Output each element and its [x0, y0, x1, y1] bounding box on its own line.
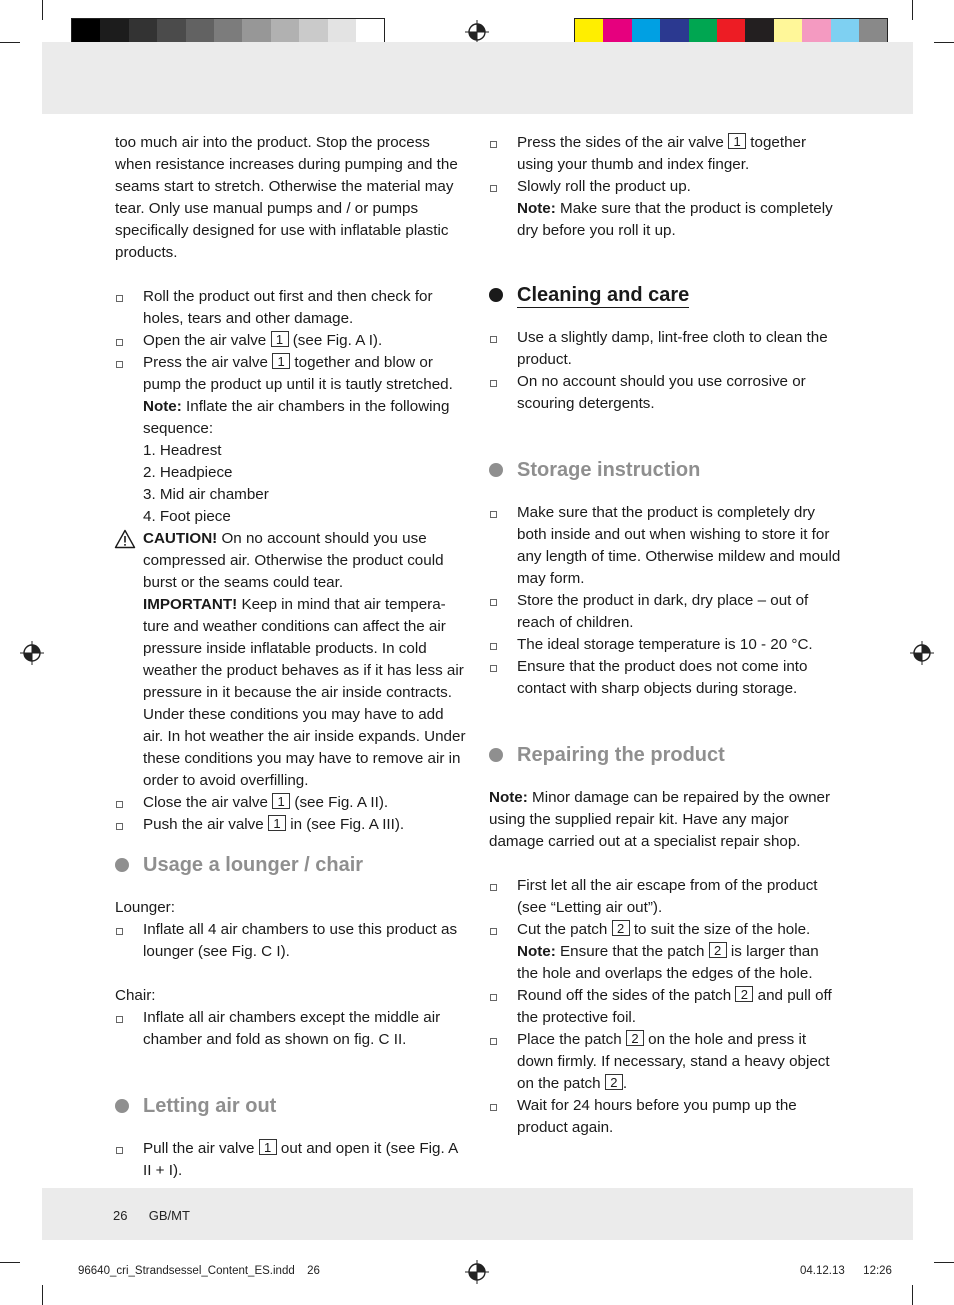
- intro-paragraph: too much air into the product. Stop the process when resistance increases during pumping and the seams start to stretch. Otherwise the material may tear. Only use manual pumps and / or pumps specifically designed for use with inflatable plastic products.: [115, 134, 458, 261]
- checkbox-bullet-icon: [116, 823, 123, 830]
- section-heading: Cleaning and care: [489, 281, 841, 309]
- chair-label: Chair:: [115, 987, 156, 1004]
- note: Note: Inflate the air chambers in the following sequence:: [143, 398, 450, 437]
- page-footer: [113, 1208, 190, 1223]
- list-item: Close the air valve 1 (see Fig. A II).: [115, 792, 467, 814]
- checkbox-bullet-icon: [490, 665, 497, 672]
- section-heading: Letting air out: [115, 1092, 467, 1120]
- registration-mark-icon: [910, 641, 934, 665]
- list-item: Cut the patch 2 to suit the size of the hole.: [489, 919, 841, 941]
- crop-mark: [0, 42, 20, 43]
- checkbox-bullet-icon: [490, 643, 497, 650]
- list-item: Press the air valve 1 together and blow or pump the product up until it is tautly stretched.: [115, 352, 467, 396]
- list-item: Slowly roll the product up.: [489, 176, 841, 198]
- checkbox-bullet-icon: [490, 511, 497, 518]
- list-item: Make sure that the product is completely dry both inside and out when wishing to store it for any length of time. Otherwise mildew and mould may form.: [489, 502, 841, 590]
- list-item: Open the air valve 1 (see Fig. A I).: [115, 330, 467, 352]
- checkbox-bullet-icon: [490, 884, 497, 891]
- print-date: 04.12.13: [800, 1265, 845, 1277]
- part-number-badge: 2: [735, 986, 753, 1002]
- registration-mark-icon: [465, 20, 489, 44]
- file-name: 96640_cri_Strandsessel_Content_ES.indd: [78, 1265, 295, 1277]
- list-item: Push the air valve 1 in (see Fig. A III).: [115, 814, 467, 836]
- list-item: The ideal storage temperature is 10 - 20 °C.: [489, 634, 841, 656]
- list-item: Press the sides of the air valve 1 together using your thumb and index finger.: [489, 132, 841, 176]
- note: Note: Make sure that the product is completely dry before you roll it up.: [517, 200, 833, 239]
- storage-section: [489, 456, 841, 700]
- section-heading: Storage instruction: [489, 456, 841, 484]
- sequence-item: 4. Foot piece: [143, 508, 231, 525]
- sequence-item: 3. Mid air chamber: [143, 486, 269, 503]
- checkbox-bullet-icon: [116, 1016, 123, 1023]
- right-column-top: [489, 132, 841, 242]
- print-time: 12:26: [863, 1265, 892, 1277]
- part-number-badge: 2: [626, 1030, 644, 1046]
- part-number-badge: 1: [259, 1139, 277, 1155]
- list-item: Wait for 24 hours before you pump up the product again.: [489, 1095, 841, 1139]
- cleaning-section: [489, 281, 841, 415]
- registration-mark-icon: [465, 1260, 489, 1284]
- registration-mark-icon: [20, 641, 44, 665]
- note: Note: Ensure that the patch 2 is larger than the hole and overlaps the edges of the hole.: [517, 943, 819, 982]
- part-number-badge: 1: [268, 815, 286, 831]
- locale-code: GB/MT: [148, 1208, 190, 1223]
- important-note: IMPORTANT! Keep in mind that air tempera-ture and weather conditions can affect the air pressure inside inflatable products. In cold weather the product behaves as if it has less air pressure in it because the air inside contracts. Under these conditions you may have to add air. In hot weather the air inside expands. Under these conditions you may have to remove air in order to avoid overfilling.: [143, 596, 466, 789]
- bullet-dot-icon: [489, 748, 503, 762]
- page-number: 26: [113, 1208, 128, 1223]
- list-item: Round off the sides of the patch 2 and pull off the protective foil.: [489, 985, 841, 1029]
- crop-mark: [42, 0, 43, 20]
- slug-line: [78, 1265, 320, 1277]
- slug-timestamp: [800, 1265, 892, 1277]
- crop-mark: [912, 0, 913, 20]
- checkbox-bullet-icon: [490, 1104, 497, 1111]
- repair-note: Note: Minor damage can be repaired by the owner using the supplied repair kit. Have any major damage carried out at a specialist repair shop.: [489, 789, 831, 850]
- checkbox-bullet-icon: [116, 928, 123, 935]
- bullet-dot-icon: [115, 858, 129, 872]
- section-heading: Repairing the product: [489, 741, 841, 769]
- letting-air-section: [115, 1092, 467, 1182]
- crop-mark: [912, 1285, 913, 1305]
- bullet-dot-icon: [489, 463, 503, 477]
- checkbox-bullet-icon: [116, 1147, 123, 1154]
- left-column: [115, 132, 467, 836]
- section-heading: Usage a lounger / chair: [115, 851, 467, 879]
- list-item: On no account should you use corrosive or scouring detergents.: [489, 371, 841, 415]
- list-item: Ensure that the product does not come into contact with sharp objects during storage.: [489, 656, 841, 700]
- crop-mark: [934, 1262, 954, 1263]
- file-page: 26: [307, 1265, 320, 1277]
- list-item: First let all the air escape from of the product (see “Letting air out”).: [489, 875, 841, 919]
- part-number-badge: 1: [728, 133, 746, 149]
- checkbox-bullet-icon: [490, 185, 497, 192]
- part-number-badge: 2: [612, 920, 630, 936]
- usage-section: [115, 851, 467, 1051]
- header-band: [42, 42, 913, 114]
- list-item: Inflate all 4 air chambers to use this product as lounger (see Fig. C I).: [115, 919, 467, 963]
- checkbox-bullet-icon: [490, 994, 497, 1001]
- bullet-dot-icon: [489, 288, 503, 302]
- list-item: Use a slightly damp, lint-free cloth to clean the product.: [489, 327, 841, 371]
- checkbox-bullet-icon: [490, 380, 497, 387]
- part-number-badge: 1: [271, 331, 289, 347]
- checkbox-bullet-icon: [116, 361, 123, 368]
- lounger-label: Lounger:: [115, 899, 175, 916]
- checkbox-bullet-icon: [116, 801, 123, 808]
- checkbox-bullet-icon: [490, 599, 497, 606]
- crop-mark: [42, 1285, 43, 1305]
- list-item: Pull the air valve 1 out and open it (see Fig. A II + I).: [115, 1138, 467, 1182]
- checkbox-bullet-icon: [116, 295, 123, 302]
- warning-triangle-icon: [114, 529, 136, 549]
- caution-block: CAUTION! On no account should you use compressed air. Otherwise the product could burst or the seams could tear.: [115, 528, 467, 594]
- sequence-item: 1. Headrest: [143, 442, 222, 459]
- sequence-item: 2. Headpiece: [143, 464, 233, 481]
- part-number-badge: 1: [272, 353, 290, 369]
- bullet-dot-icon: [115, 1099, 129, 1113]
- list-item: Store the product in dark, dry place – out of reach of children.: [489, 590, 841, 634]
- part-number-badge: 2: [605, 1074, 623, 1090]
- list-item: Roll the product out first and then check for holes, tears and other damage.: [115, 286, 467, 330]
- list-item: Place the patch 2 on the hole and press it down firmly. If necessary, stand a heavy object on the patch 2 .: [489, 1029, 841, 1095]
- checkbox-bullet-icon: [490, 928, 497, 935]
- checkbox-bullet-icon: [490, 141, 497, 148]
- part-number-badge: 1: [272, 793, 290, 809]
- crop-mark: [0, 1262, 20, 1263]
- checkbox-bullet-icon: [490, 1038, 497, 1045]
- crop-mark: [934, 42, 954, 43]
- checkbox-bullet-icon: [490, 336, 497, 343]
- list-item: Inflate all air chambers except the middle air chamber and fold as shown on fig. C II.: [115, 1007, 467, 1051]
- repair-section: [489, 741, 841, 1139]
- part-number-badge: 2: [709, 942, 727, 958]
- checkbox-bullet-icon: [116, 339, 123, 346]
